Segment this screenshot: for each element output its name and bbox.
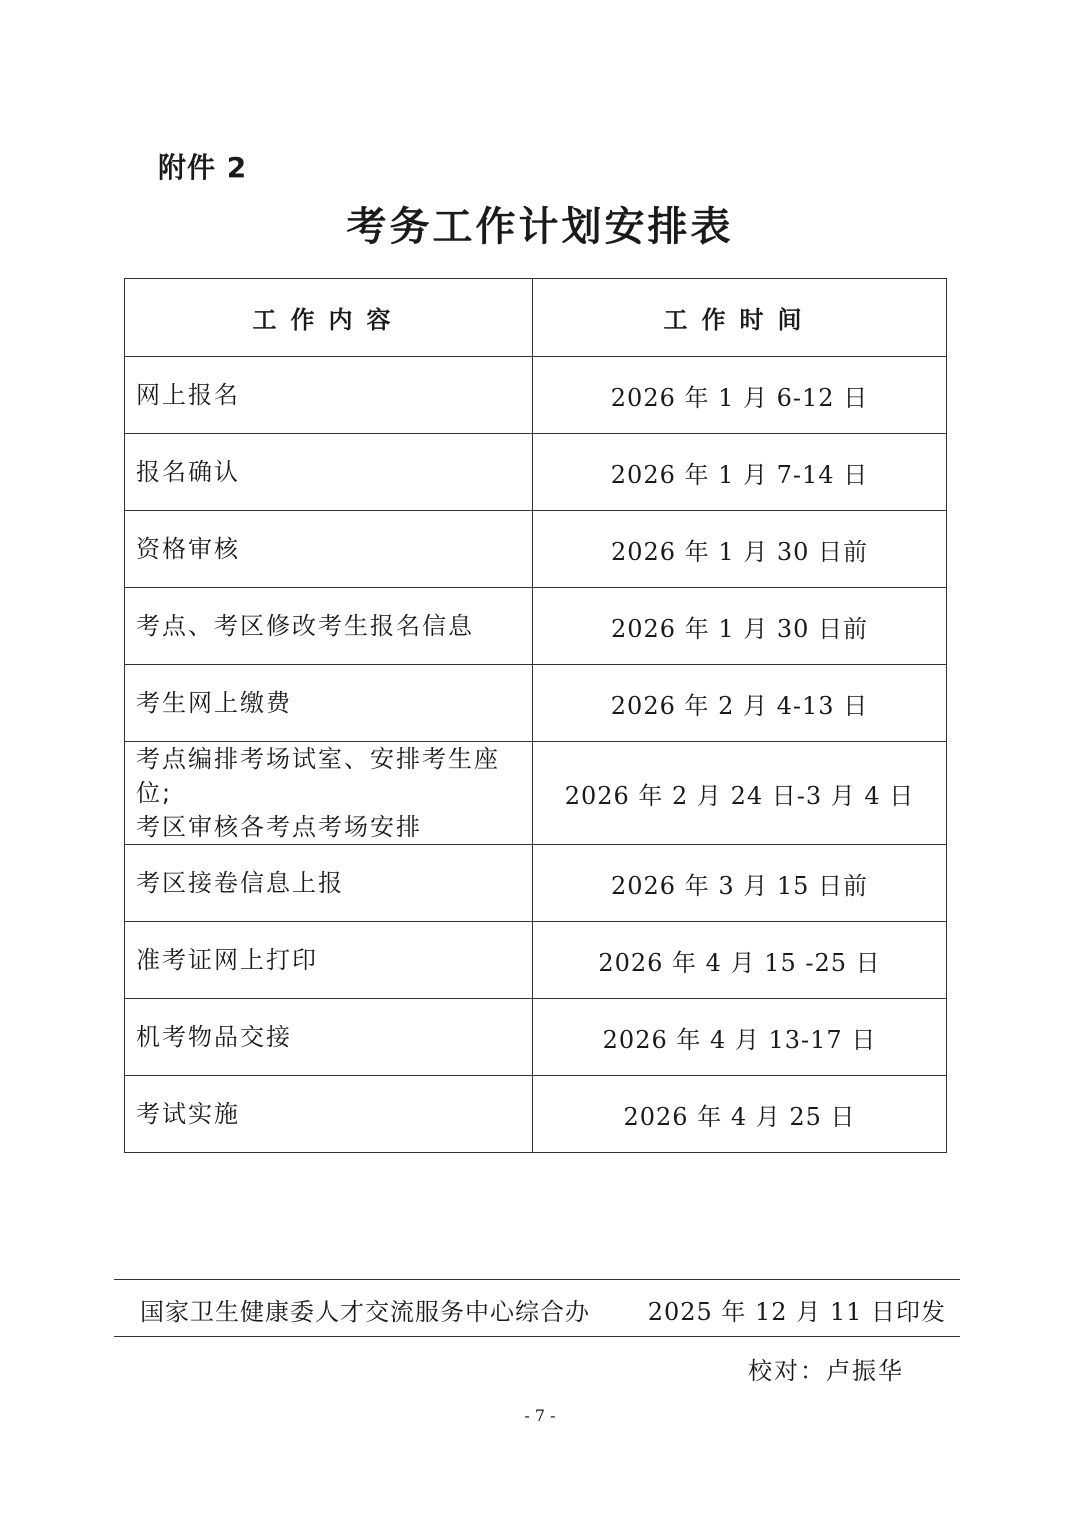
footer-bottom-rule (114, 1336, 960, 1337)
proofreader: 校对：卢振华 (748, 1357, 904, 1385)
work-content-cell: 机考物品交接 (125, 999, 533, 1076)
document-title: 考务工作计划安排表 (346, 204, 734, 250)
work-time-cell: 2026 年 3 月 15 日前 (533, 845, 947, 922)
work-content-cell: 准考证网上打印 (125, 922, 533, 999)
work-time-cell: 2026 年 1 月 7-14 日 (533, 434, 947, 511)
work-content-cell: 考点、考区修改考生报名信息 (125, 588, 533, 665)
table-row (125, 357, 947, 434)
work-time-cell: 2026 年 4 月 25 日 (533, 1076, 947, 1153)
schedule-table (124, 278, 947, 1153)
work-content-cell: 考试实施 (125, 1076, 533, 1153)
work-content-cell: 报名确认 (125, 434, 533, 511)
table-row (125, 511, 947, 588)
table-row (125, 1076, 947, 1153)
work-content-cell: 资格审核 (125, 511, 533, 588)
annex-label: 附件 2 (158, 151, 248, 184)
table-row (125, 845, 947, 922)
work-time-cell: 2026 年 4 月 15 -25 日 (533, 922, 947, 999)
table-row (125, 588, 947, 665)
footer-top-rule (114, 1279, 960, 1280)
table-row (125, 742, 947, 845)
work-content-cell: 考生网上缴费 (125, 665, 533, 742)
schedule-rows (125, 357, 947, 1153)
table-row (125, 665, 947, 742)
work-time-cell: 2026 年 4 月 13-17 日 (533, 999, 947, 1076)
work-time-cell: 2026 年 1 月 6-12 日 (533, 357, 947, 434)
work-time-cell: 2026 年 1 月 30 日前 (533, 511, 947, 588)
work-content-cell: 网上报名 (125, 357, 533, 434)
issue-date: 2025 年 12 月 11 日印发 (647, 1298, 946, 1326)
work-content-cell: 考点编排考场试室、安排考生座位; 考区审核各考点考场安排 (125, 742, 533, 845)
table-header-row (125, 279, 947, 357)
header-work-time: 工作时间 (533, 279, 947, 357)
work-time-cell: 2026 年 1 月 30 日前 (533, 588, 947, 665)
issuer-name: 国家卫生健康委人才交流服务中心综合办 (140, 1298, 590, 1326)
work-content-cell: 考区接卷信息上报 (125, 845, 533, 922)
page-number: - 7 - (524, 1406, 556, 1425)
work-time-cell: 2026 年 2 月 4-13 日 (533, 665, 947, 742)
table-row (125, 434, 947, 511)
table-row (125, 999, 947, 1076)
work-time-cell: 2026 年 2 月 24 日-3 月 4 日 (533, 742, 947, 845)
table-row (125, 922, 947, 999)
header-work-content: 工作内容 (125, 279, 533, 357)
